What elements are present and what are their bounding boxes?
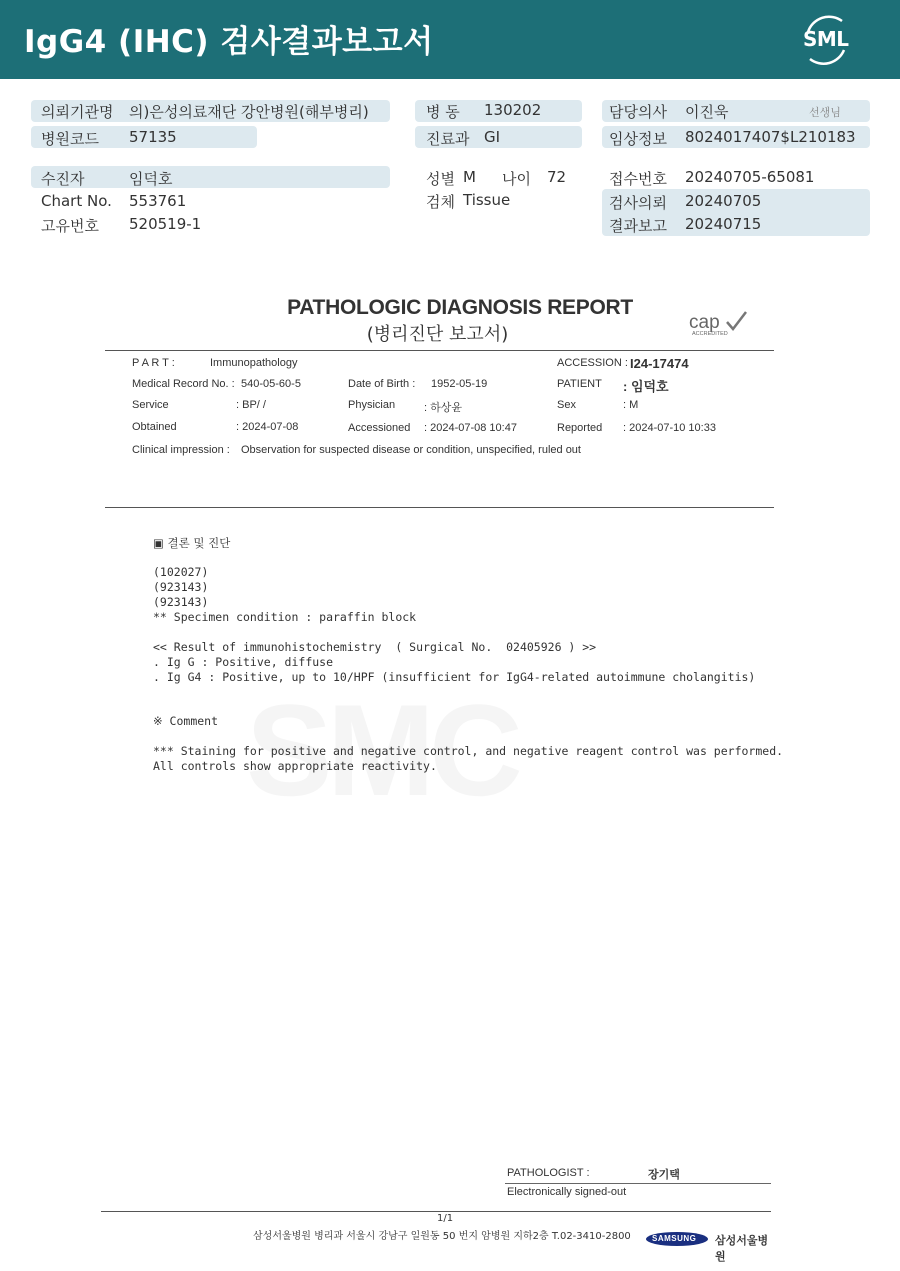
comment-heading: ※ Comment bbox=[153, 714, 219, 728]
accessioned-value: : 2024-07-08 10:47 bbox=[424, 422, 517, 434]
chart-value: 553761 bbox=[129, 192, 187, 210]
code-2: (923143) bbox=[153, 580, 209, 594]
specimen-value: Tissue bbox=[463, 191, 511, 209]
specimen-label: 검체 bbox=[426, 193, 455, 211]
institution-label: 의뢰기관명 bbox=[41, 103, 114, 121]
logo-text: SML bbox=[803, 27, 849, 51]
clinical-label: 임상정보 bbox=[609, 130, 667, 148]
dept-label: 진료과 bbox=[426, 130, 470, 148]
page-title: IgG4 (IHC) 검사결과보고서 bbox=[24, 24, 434, 60]
patient-value: 임덕호 bbox=[129, 170, 173, 188]
doctor-value: 이진욱 bbox=[685, 103, 729, 121]
cap-logo-text: cap bbox=[689, 312, 720, 333]
hospital-code-label: 병원코드 bbox=[41, 130, 99, 148]
sex-value: M bbox=[463, 168, 476, 186]
receipt-label: 접수번호 bbox=[609, 170, 667, 188]
comment-line-1: *** Staining for positive and negative control, and negative reagent control was performed. bbox=[153, 744, 784, 758]
pathologist-label: PATHOLOGIST : bbox=[507, 1167, 590, 1179]
dob-label: Date of Birth : bbox=[348, 378, 416, 390]
reported-label: Reported bbox=[557, 422, 603, 434]
result-value: 20240715 bbox=[685, 215, 762, 233]
service-label: Service bbox=[132, 399, 169, 411]
result-igg4: . Ig G4 : Positive, up to 10/HPF (insufficient for IgG4-related autoimmune cholangitis) bbox=[153, 670, 756, 684]
dob-value: 1952-05-19 bbox=[431, 378, 488, 390]
signed-out-text: Electronically signed-out bbox=[507, 1186, 627, 1198]
samsung-hospital-logo bbox=[646, 1230, 774, 1263]
result-label: 결과보고 bbox=[609, 217, 667, 235]
report-patient-label: PATIENT bbox=[557, 378, 602, 390]
clinical-value: 8024017407$L210183 bbox=[685, 128, 856, 146]
divider-top bbox=[105, 350, 774, 351]
doctor-label: 담당의사 bbox=[609, 103, 667, 121]
divider-middle bbox=[105, 507, 774, 508]
request-label: 검사의뢰 bbox=[609, 194, 667, 212]
request-value: 20240705 bbox=[685, 192, 762, 210]
result-igg: . Ig G : Positive, diffuse bbox=[153, 655, 334, 669]
report-sex-value: : M bbox=[623, 399, 639, 411]
mrn-value: 540-05-60-5 bbox=[241, 378, 301, 390]
sml-logo bbox=[798, 12, 854, 68]
part-value: Immunopathology bbox=[210, 357, 298, 369]
chart-label: Chart No. bbox=[41, 192, 112, 210]
clinical-impression-label: Clinical impression : bbox=[132, 444, 230, 456]
doctor-suffix: 선생님 bbox=[809, 106, 841, 119]
physician-value: : 하상윤 bbox=[424, 402, 462, 414]
ward-value: 130202 bbox=[484, 101, 542, 119]
header-bar bbox=[0, 0, 900, 79]
clinical-impression-value: Observation for suspected disease or condition, unspecified, ruled out bbox=[241, 444, 581, 456]
page-number: 1/1 bbox=[437, 1213, 454, 1224]
receipt-value: 20240705-65081 bbox=[685, 168, 815, 186]
ward-label: 병 동 bbox=[426, 103, 460, 121]
cap-check-icon bbox=[724, 310, 748, 332]
band-patient bbox=[31, 166, 390, 188]
patient-label: 수진자 bbox=[41, 170, 85, 188]
age-label: 나이 bbox=[502, 170, 531, 188]
accession-value: I24-17474 bbox=[630, 356, 689, 371]
physician-label: Physician bbox=[348, 399, 396, 411]
cap-accredited-logo bbox=[688, 310, 752, 340]
footer-address: 삼성서울병원 병리과 서울시 강남구 일원동 50 번지 암병원 지하2층 T.02-3410-2800 bbox=[253, 1231, 631, 1242]
sex-label: 성별 bbox=[426, 170, 455, 188]
obtained-label: Obtained bbox=[132, 421, 177, 433]
specimen-condition: ** Specimen condition : paraffin block bbox=[153, 610, 417, 624]
report-title: PATHOLOGIC DIAGNOSIS REPORT bbox=[287, 296, 633, 319]
accession-label: ACCESSION : bbox=[557, 357, 628, 369]
service-value: : BP/ / bbox=[236, 399, 266, 411]
samsung-brand-text: SAMSUNG bbox=[652, 1234, 697, 1243]
divider-bottom bbox=[101, 1211, 771, 1212]
obtained-value: : 2024-07-08 bbox=[236, 421, 299, 433]
dept-value: GI bbox=[484, 128, 501, 146]
report-patient-value: : 임덕호 bbox=[623, 379, 669, 394]
report-subtitle: (병리진단 보고서) bbox=[366, 324, 509, 345]
institution-value: 의)은성의료재단 강안병원(해부병리) bbox=[129, 103, 369, 121]
report-sex-label: Sex bbox=[557, 399, 576, 411]
code-1: (102027) bbox=[153, 565, 209, 579]
code-3: (923143) bbox=[153, 595, 209, 609]
cap-accredited-text: ACCREDITED bbox=[692, 331, 728, 337]
accessioned-label: Accessioned bbox=[348, 422, 411, 434]
pathologist-value: 장기택 bbox=[648, 1169, 680, 1181]
reported-value: : 2024-07-10 10:33 bbox=[623, 422, 716, 434]
mrn-label: Medical Record No. : bbox=[132, 378, 235, 390]
hospital-code-value: 57135 bbox=[129, 128, 177, 146]
ihc-heading: << Result of immunohistochemistry ( Surgical No. 02405926 ) >> bbox=[153, 640, 597, 654]
part-label: P A R T : bbox=[132, 357, 175, 369]
hospital-name-text: 삼성서울병원 bbox=[715, 1234, 769, 1263]
age-value: 72 bbox=[547, 168, 567, 186]
signature-line bbox=[505, 1183, 771, 1184]
comment-line-2: All controls show appropriate reactivity. bbox=[153, 759, 437, 773]
section-heading: ▣ 결론 및 진단 bbox=[153, 536, 231, 550]
id-label: 고유번호 bbox=[41, 217, 99, 235]
id-value: 520519-1 bbox=[129, 215, 202, 233]
